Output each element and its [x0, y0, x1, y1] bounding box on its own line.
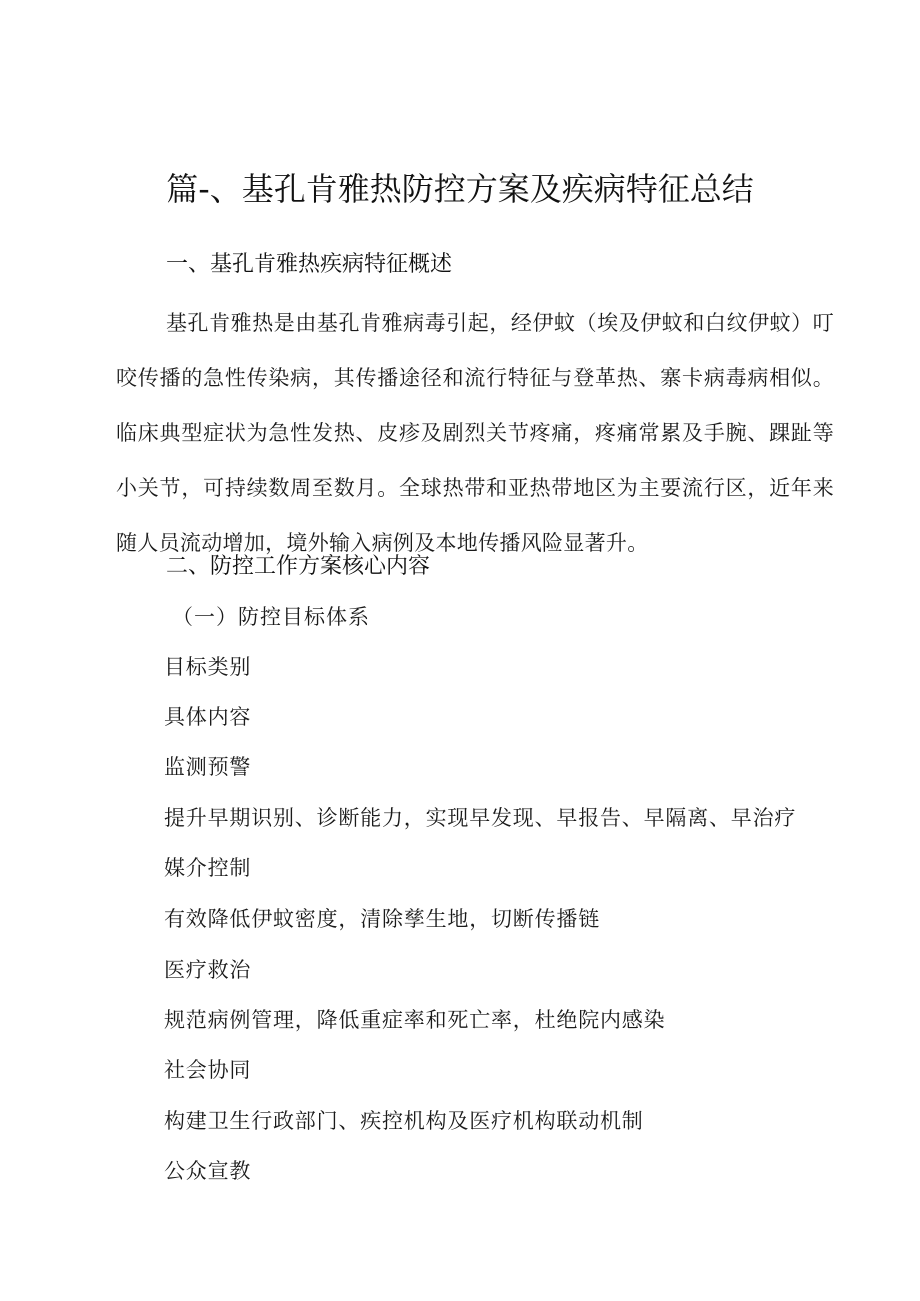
table-cell-text: 公众宣教 — [164, 1159, 252, 1183]
table-cell-text: 媒介控制 — [164, 856, 252, 880]
table-cell-text: 目标类别 — [164, 655, 252, 679]
table-cell-text: 构建卫生行政部门、疾控机构及医疗机构联动机制 — [164, 1109, 644, 1133]
table-cell-text: 监测预警 — [164, 755, 252, 779]
section-heading-1: 一、基孔肯雅热疾病特征概述 — [166, 252, 453, 277]
section-1-paragraph: 基孔肯雅热是由基孔肯雅病毒引起，经伊蚊（埃及伊蚊和白纹伊蚊）叮咬传播的急性传染病，其传播途径和流行特征与登革热、寨卡病毒病相似。临床典型症状为急性发热、皮疹及剧烈关节疼痛，疼痛常累及手腕、踝趾等小关节，可持续数周至数月。全球热带和亚热带地区为主要流行区，近年来随人员流动增加，境外输入病例及本地传播风险显著升。 — [116, 311, 834, 555]
table-cell-text: 有效降低伊蚊密度，清除孳生地，切断传播链 — [164, 907, 600, 931]
table-cell-text: 提升早期识别、诊断能力，实现早发现、早报告、早隔离、早治疗 — [164, 806, 797, 830]
table-cell-text: 规范病例管理，降低重症率和死亡率，杜绝院内感染 — [164, 1008, 666, 1032]
document-title: 篇-、基孔肯雅热防控方案及疾病特征总结 — [166, 170, 754, 209]
subsection-heading: （一）防控目标体系 — [172, 605, 370, 629]
section-heading-2: 二、防控工作方案核心内容 — [166, 554, 431, 579]
table-cell-text: 医疗救治 — [164, 958, 252, 982]
table-cell-text: 具体内容 — [164, 705, 252, 729]
table-cell-text: 社会协同 — [164, 1058, 252, 1082]
